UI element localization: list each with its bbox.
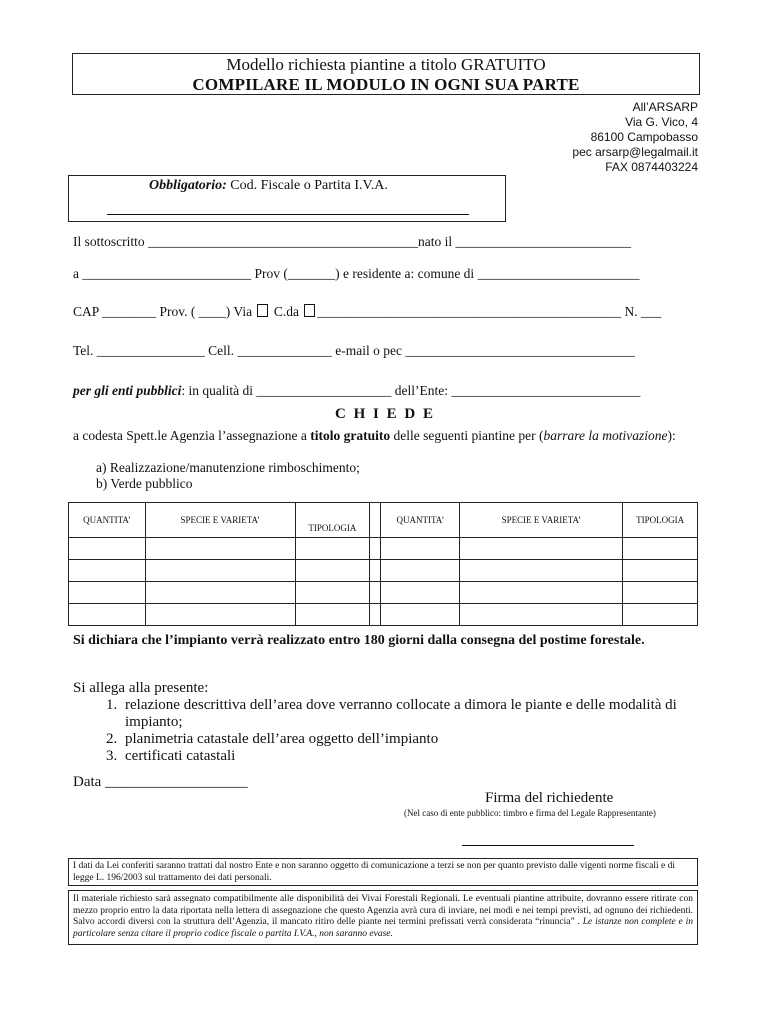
tax-code-text: Cod. Fiscale o Partita I.V.A. [226, 178, 388, 193]
mandatory-label: Obbligatorio: [149, 178, 227, 193]
attachments-section [73, 680, 713, 765]
attachment-item: 3. certificati catastali [121, 748, 713, 765]
date-field[interactable]: Data ___________________ [73, 774, 248, 790]
motivation-text-a: a codesta Spett.le Agenzia l’assegnazione a [73, 428, 311, 443]
column-separator [370, 560, 381, 582]
table-cell[interactable] [623, 560, 698, 582]
table-cell[interactable] [145, 560, 295, 582]
table-cell[interactable] [623, 604, 698, 626]
title-box [72, 53, 700, 95]
table-row [69, 538, 698, 560]
table-cell[interactable] [145, 538, 295, 560]
form-title: Modello richiesta piantine a titolo GRATUITO [226, 55, 546, 74]
public-entity-label: per gli enti pubblici [73, 383, 182, 398]
cda-label: C.da [273, 304, 299, 319]
motivation-option-a[interactable]: a) Realizzazione/manutenzione rimboschimento; [96, 460, 360, 475]
pickup-notice [68, 890, 698, 945]
column-separator [370, 538, 381, 560]
table-cell[interactable] [69, 538, 146, 560]
attachments-intro: Si allega alla presente: [73, 680, 209, 696]
cap-prov-via-label: CAP ________ Prov. ( ____) Via [73, 304, 253, 319]
address-pec: pec arsarp@legalmail.it [572, 145, 698, 159]
table-cell[interactable] [381, 560, 460, 582]
free-title-label: titolo gratuito [310, 428, 391, 443]
tax-code-box [68, 175, 506, 222]
column-header: TIPOLOGIA [295, 503, 370, 538]
table-header-row [69, 503, 698, 538]
pickup-notice-warning: Le istanze non complete e in particolare senza citare il proprio codice fiscale o partita I.V.A., non saranno evase. [73, 917, 693, 939]
table-cell[interactable] [623, 582, 698, 604]
motivation-option-b[interactable]: b) Verde pubblico [96, 476, 193, 491]
public-entity-field[interactable] [73, 383, 640, 399]
column-header: SPECIE E VARIETA’ [460, 503, 623, 538]
table-cell[interactable] [381, 538, 460, 560]
table-cell[interactable] [623, 538, 698, 560]
address-line: Via G. Vico, 4 [625, 115, 698, 129]
request-heading: C H I E D E [335, 406, 435, 422]
form-instruction: COMPILARE IL MODULO IN OGNI SUA PARTE [192, 75, 580, 94]
cda-checkbox[interactable] [304, 304, 315, 317]
motivation-list [96, 460, 360, 492]
contact-field[interactable]: Tel. ________________ Cell. ______________ e-mail o pec __________________________________ [73, 343, 635, 358]
address-fax: FAX 0874403224 [605, 160, 698, 174]
column-separator [370, 582, 381, 604]
table-cell[interactable] [69, 582, 146, 604]
tax-code-field[interactable] [107, 214, 469, 215]
recipient-address [458, 100, 698, 175]
column-header: TIPOLOGIA [623, 503, 698, 538]
table-cell[interactable] [145, 604, 295, 626]
signature-note: (Nel caso di ente pubblico: timbro e firma del Legale Rappresentante) [404, 808, 656, 818]
table-cell[interactable] [69, 560, 146, 582]
address-line: All’ARSARP [632, 100, 698, 114]
pickup-notice-text: Il materiale richiesto sarà assegnato compatibilmente alle disponibilità dei Vivai Forestali Regionali. Le eventuali piantine attribuite, dovranno essere ritirate con mezzo proprio entro la data riportata nella lettera di assegnazione che questo Agenzia avrà cura di inviare, nei modi e nei tempi previsti, ad ognuno dei richiedenti. Salvo accordi diversi con la struttura dell’Agenzia, il mancato ritiro delle piante nei termini prefissati verrà considerata “rinuncia” . [73, 894, 693, 927]
table-cell[interactable] [460, 582, 623, 604]
column-header: QUANTITA’ [381, 503, 460, 538]
mark-reason-label: barrare la motivazione [543, 428, 668, 443]
attachment-item: 1. relazione descrittiva dell’area dove verranno collocate a dimora le piante e delle modalità di impianto; [121, 697, 713, 731]
motivation-text-c: ): [667, 428, 676, 443]
street-number-field[interactable]: _____________________________________________ N. ___ [317, 304, 662, 319]
column-separator [370, 503, 381, 538]
attachments-list [73, 697, 713, 765]
column-header: SPECIE E VARIETA’ [145, 503, 295, 538]
attachment-item: 2. planimetria catastale dell’area oggetto dell’impianto [121, 731, 713, 748]
column-header: QUANTITA’ [69, 503, 146, 538]
plants-table [68, 502, 698, 626]
name-birthdate-field[interactable]: Il sottoscritto ________________________________________nato il __________________________ [73, 234, 631, 249]
table-row [69, 582, 698, 604]
signature-title: Firma del richiedente [485, 790, 614, 806]
table-row [69, 560, 698, 582]
via-checkbox[interactable] [257, 304, 268, 317]
table-cell[interactable] [295, 582, 370, 604]
table-cell[interactable] [460, 604, 623, 626]
table-cell[interactable] [295, 560, 370, 582]
table-row [69, 604, 698, 626]
address-line: 86100 Campobasso [590, 130, 698, 144]
table-cell[interactable] [145, 582, 295, 604]
table-cell[interactable] [381, 582, 460, 604]
birthplace-residence-field[interactable]: a _________________________ Prov (_______) e residente a: comune di ________________________ [73, 266, 640, 281]
column-separator [370, 604, 381, 626]
table-cell[interactable] [381, 604, 460, 626]
table-cell[interactable] [460, 560, 623, 582]
motivation-text-b: delle seguenti piantine per ( [390, 428, 544, 443]
table-cell[interactable] [69, 604, 146, 626]
tax-code-label [149, 178, 388, 194]
table-cell[interactable] [460, 538, 623, 560]
public-entity-text[interactable]: : in qualità di ____________________ dell’Ente: ____________________________ [181, 383, 641, 398]
declaration-text: Si dichiara che l’impianto verrà realizzato entro 180 giorni dalla consegna del postime forestale. [73, 633, 645, 648]
table-cell[interactable] [295, 538, 370, 560]
signature-field[interactable] [462, 845, 634, 846]
privacy-notice: I dati da Lei conferiti saranno trattati dal nostro Ente e non saranno oggetto di comunicazione a terzi se non per quanto previsto dalle vigenti norme fiscali e di legge L. 196/2003 sul trattamento dei dati personali. [68, 858, 698, 886]
table-cell[interactable] [295, 604, 370, 626]
address-field[interactable] [73, 304, 661, 320]
motivation-text [73, 428, 699, 444]
